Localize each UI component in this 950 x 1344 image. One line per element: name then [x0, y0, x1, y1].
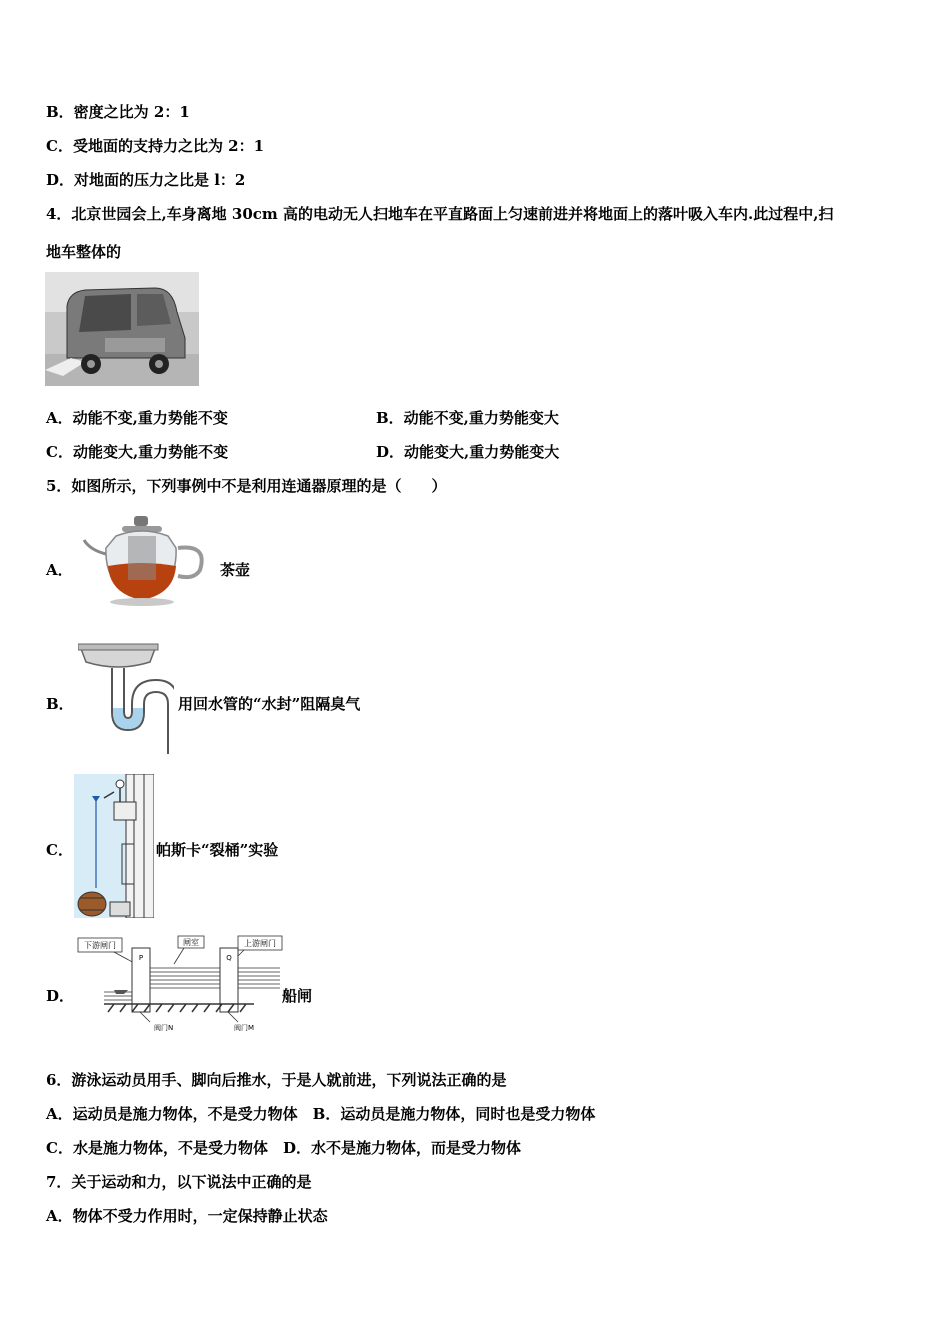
lock-label-downstream-gate: 下游闸门 — [84, 941, 116, 950]
q5-option-a-text: 茶壶 — [220, 561, 251, 579]
water-trap-pipe-icon — [78, 642, 174, 754]
q5-option-b-letter: B． — [46, 695, 74, 713]
q3-option-c: C．受地面的支持力之比为 2：1 — [46, 137, 265, 155]
q4-stem-line2: 地车整体的 — [46, 243, 122, 261]
q7-option-a: A．物体不受力作用时，一定保持静止状态 — [46, 1207, 328, 1225]
q6-options-cd: C．水是施力物体，不是受力物体 D．水不是施力物体，而是受力物体 — [46, 1139, 521, 1157]
q3-option-b: B．密度之比为 2：1 — [46, 103, 190, 121]
q4-option-a: A．动能不变,重力势能不变 — [46, 409, 228, 427]
q5-option-b-text: 用回水管的“水封”阻隔臭气 — [178, 695, 361, 713]
sweeper-vehicle-image — [45, 272, 199, 386]
lock-label-q: Q — [226, 954, 232, 962]
q4-stem-line1: 4．北京世园会上,车身离地 30cm 高的电动无人扫地车在平直路面上匀速前进并将地面上的落叶吸入车内.此过程中,扫 — [46, 205, 834, 223]
ship-lock-diagram — [74, 934, 284, 1034]
q5-stem: 5．如图所示，下列事例中不是利用连通器原理的是（ ） — [46, 477, 447, 495]
lock-label-p: P — [138, 954, 144, 962]
q6-options-ab: A．运动员是施力物体，不是受力物体 B．运动员是施力物体，同时也是受力物体 — [46, 1105, 596, 1123]
q3-option-d: D．对地面的压力之比是 l：2 — [46, 171, 246, 189]
teapot-icon — [82, 514, 212, 608]
q5-option-a-letter: A． — [46, 561, 73, 579]
q5-option-d-letter: D． — [46, 987, 75, 1005]
q4-option-d: D．动能变大,重力势能变大 — [376, 443, 560, 461]
q7-stem: 7．关于运动和力，以下说法中正确的是 — [46, 1173, 312, 1191]
pascal-barrel-experiment-image — [74, 774, 154, 918]
lock-label-valve-n: 阀门N — [154, 1024, 174, 1032]
lock-label-chamber: 闸室 — [183, 938, 199, 947]
q4-option-b: B．动能不变,重力势能变大 — [376, 409, 559, 427]
q5-option-d-text: 船闸 — [282, 987, 313, 1005]
q5-option-c-letter: C． — [46, 841, 73, 859]
lock-label-upstream-gate: 上游闸门 — [244, 939, 276, 948]
lock-label-valve-m: 阀门M — [234, 1024, 255, 1032]
q5-option-c-text: 帕斯卡“裂桶”实验 — [156, 841, 279, 859]
q4-option-c: C．动能变大,重力势能不变 — [46, 443, 229, 461]
q6-stem: 6．游泳运动员用手、脚向后推水，于是人就前进，下列说法正确的是 — [46, 1071, 507, 1089]
